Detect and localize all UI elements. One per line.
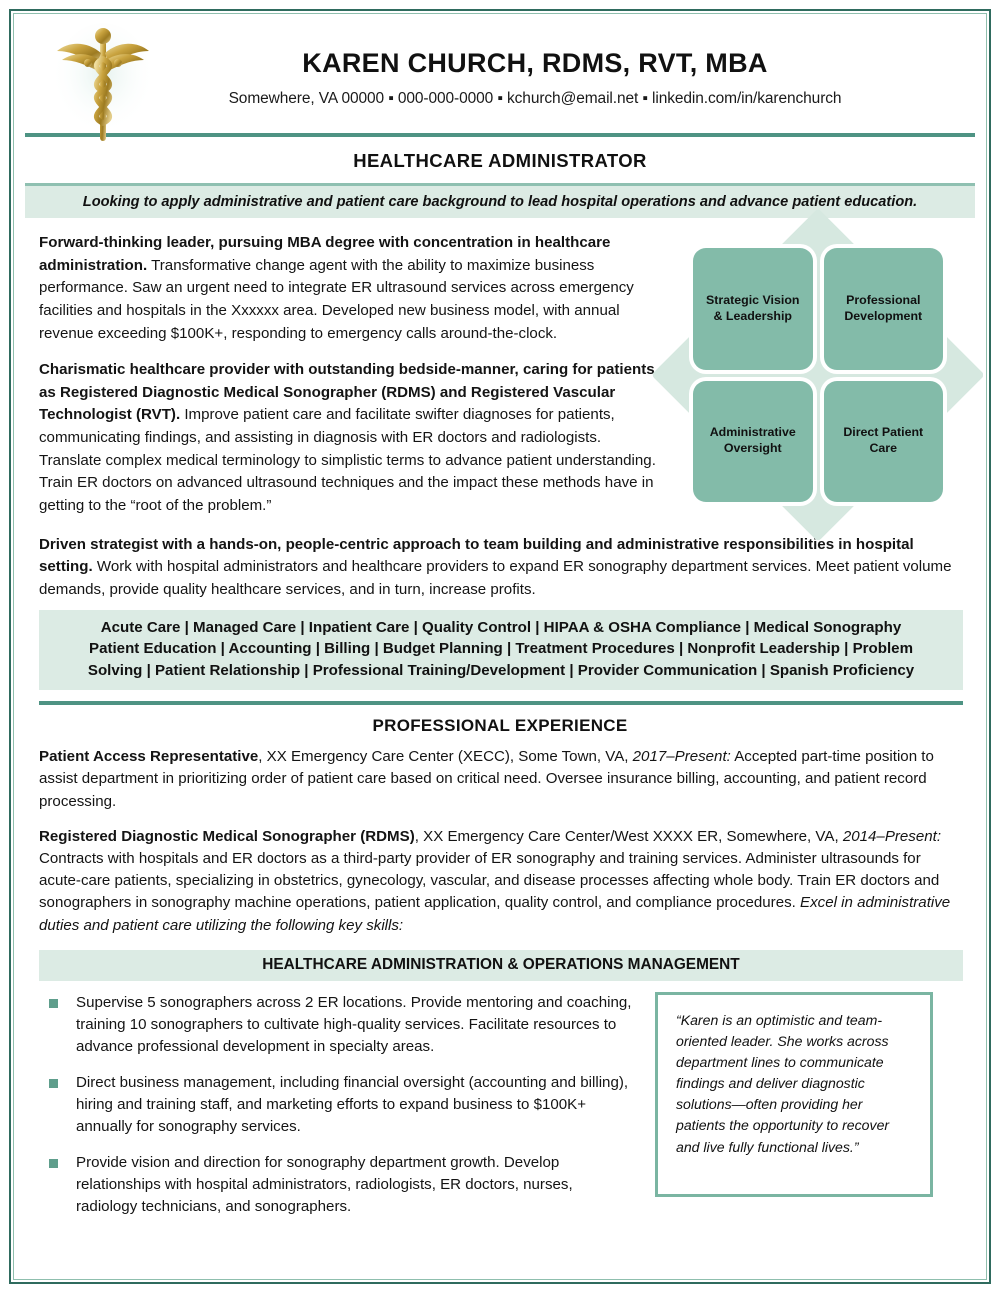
job-body: Contracts with hospitals and ER doctors as a third-party provider of ER sonography and training services. Administer ultrasounds for acute-care patients, specializing in obstetrics, gynecology, vascular, and disease processes affecting whole body. Train ER doctors and sonographers in sonography machine operations, patient application, quality control, and compliance procedures. xyxy=(39,849,940,912)
testimonial-quote: “Karen is an optimistic and team-oriented leader. She works across department lines to communicate findings and deliver diagnostic solutions—often providing her patients the opportunity to recover and live fully functional lives.” xyxy=(676,1011,890,1155)
quadrant-cell-professional-development: Professional Development xyxy=(824,248,944,370)
candidate-name: KAREN CHURCH, RDMS, RVT, MBA xyxy=(302,48,768,78)
caduceus-icon xyxy=(47,19,159,147)
summary-paragraph-wide xyxy=(17,532,983,602)
name-block xyxy=(37,23,963,108)
list-item xyxy=(39,1072,633,1139)
job-body: Accepted part-time position to assist department in prioritizing order of patient care based on critical need. Oversee insurance billing, accounting, and patient record processing. xyxy=(39,748,934,810)
resume-sheet xyxy=(17,17,983,1276)
square-bullet-icon xyxy=(49,1079,58,1088)
target-job-title: HEALTHCARE ADMINISTRATOR xyxy=(353,150,647,171)
job-description xyxy=(39,826,963,937)
summary-section xyxy=(17,218,983,532)
summary-lead: Charismatic healthcare provider with outstanding bedside-manner, caring for patients as Registered Diagnostic Medical Sonographer (RDMS) and Registered Vascular Technologist (RVT). xyxy=(39,361,655,424)
summary-body: Work with hospital administrators and healthcare providers to expand ER sonography department services. Meet patient volume demands, provide quality healthcare services, and in turn, increase profits. xyxy=(39,558,952,598)
job-entry xyxy=(17,746,983,937)
job-dates: 2014–Present: xyxy=(842,827,942,845)
contact-line: Somewhere, VA 00000 ▪ 000-000-0000 ▪ kchurch@email.net ▪ linkedin.com/in/karenchurch xyxy=(228,89,842,107)
core-skills-line: Acute Care | Managed Care | Inpatient Care | Quality Control | HIPAA & OSHA Compliance | Medical Sonography xyxy=(100,618,902,636)
summary-lead: Driven strategist with a hands-on, people-centric approach to team building and administrative responsibilities in hospital setting. xyxy=(39,535,914,576)
bullet-text: Direct business management, including financial oversight (accounting and billing), hiring and training staff, and marketing efforts to expand business to $100K+ annually for sonography services. xyxy=(76,1073,629,1136)
summary-lead: Forward-thinking leader, pursuing MBA degree with concentration in healthcare administration. xyxy=(39,234,611,274)
summary-paragraph xyxy=(39,359,657,517)
square-bullet-icon xyxy=(49,1159,58,1168)
job-dates: 2017–Present: xyxy=(632,748,731,766)
square-bullet-icon xyxy=(49,999,58,1008)
section-title-experience: PROFESSIONAL EXPERIENCE xyxy=(372,716,628,736)
testimonial-box xyxy=(655,992,933,1197)
job-meta: , XX Emergency Care Center (XECC), Some Town, VA, xyxy=(258,748,633,766)
bullet-text: Provide vision and direction for sonography department growth. Develop relationships with hospital administrators, radiologists, ER doctors, nurses, radiology technicians, and sonographers. xyxy=(76,1153,573,1216)
achievements-section xyxy=(17,981,983,1232)
job-meta: , XX Emergency Care Center/West XXXX ER, Somewhere, VA, xyxy=(414,827,843,845)
quadrant-diagram xyxy=(679,234,957,516)
list-item xyxy=(39,992,633,1059)
summary-body: Transformative change agent with the ability to maximize business performance. Saw an urgent need to integrate ER ultrasound services across emergency facilities and hospitals in the Xxxxxx area. Developed new business model, with annual revenue exceeding $100K+, responding to emergency calls around-the-clock. xyxy=(39,256,634,342)
job-title: Patient Access Representative xyxy=(39,748,259,766)
bullet-text: Supervise 5 sonographers across 2 ER locations. Provide mentoring and coaching, training 10 sonographers to cultivate high-quality services. Facilitate resources to advance professional development in specialty areas. xyxy=(76,993,632,1056)
quadrant-grid xyxy=(693,248,943,502)
subsection-banner-healthcare-admin: HEALTHCARE ADMINISTRATION & OPERATIONS MANAGEMENT xyxy=(39,950,963,981)
summary-body: Improve patient care and facilitate swifter diagnoses for patients, communicating findings, and assisting in diagnosis with ER doctors and radiologists. Translate complex medical terminology to simplistic terms to advance patient understanding. Train ER doctors on advanced ultrasound techniques and the impact these methods have in getting to the “root of the problem.” xyxy=(39,406,656,515)
job-description xyxy=(39,746,963,813)
quadrant-cell-strategic-vision: Strategic Vision & Leadership xyxy=(693,248,813,370)
core-skills-line: Solving | Patient Relationship | Professional Training/Development | Provider Communication | Spanish Proficiency xyxy=(87,662,915,680)
quadrant-cell-direct-patient-care: Direct Patient Care xyxy=(824,381,944,503)
bullet-list xyxy=(39,992,633,1232)
list-item xyxy=(39,1152,633,1219)
quadrant-cell-administrative-oversight: Administrative Oversight xyxy=(693,381,813,503)
summary-paragraph xyxy=(39,232,657,345)
job-title: Registered Diagnostic Medical Sonographer (RDMS) xyxy=(39,827,415,845)
core-skills-line: Patient Education | Accounting | Billing | Budget Planning | Treatment Procedures | Nonprofit Leadership | Problem xyxy=(89,640,913,658)
competency-graphic xyxy=(663,232,963,532)
summary-paragraphs xyxy=(39,232,657,532)
job-body-italic: Excel in administrative duties and patient care utilizing the following key skills: xyxy=(39,894,951,934)
core-skills-banner xyxy=(39,610,963,691)
resume-header xyxy=(17,17,983,133)
tagline-banner: Looking to apply administrative and patient care background to lead hospital operations and advance patient education. xyxy=(25,186,975,218)
